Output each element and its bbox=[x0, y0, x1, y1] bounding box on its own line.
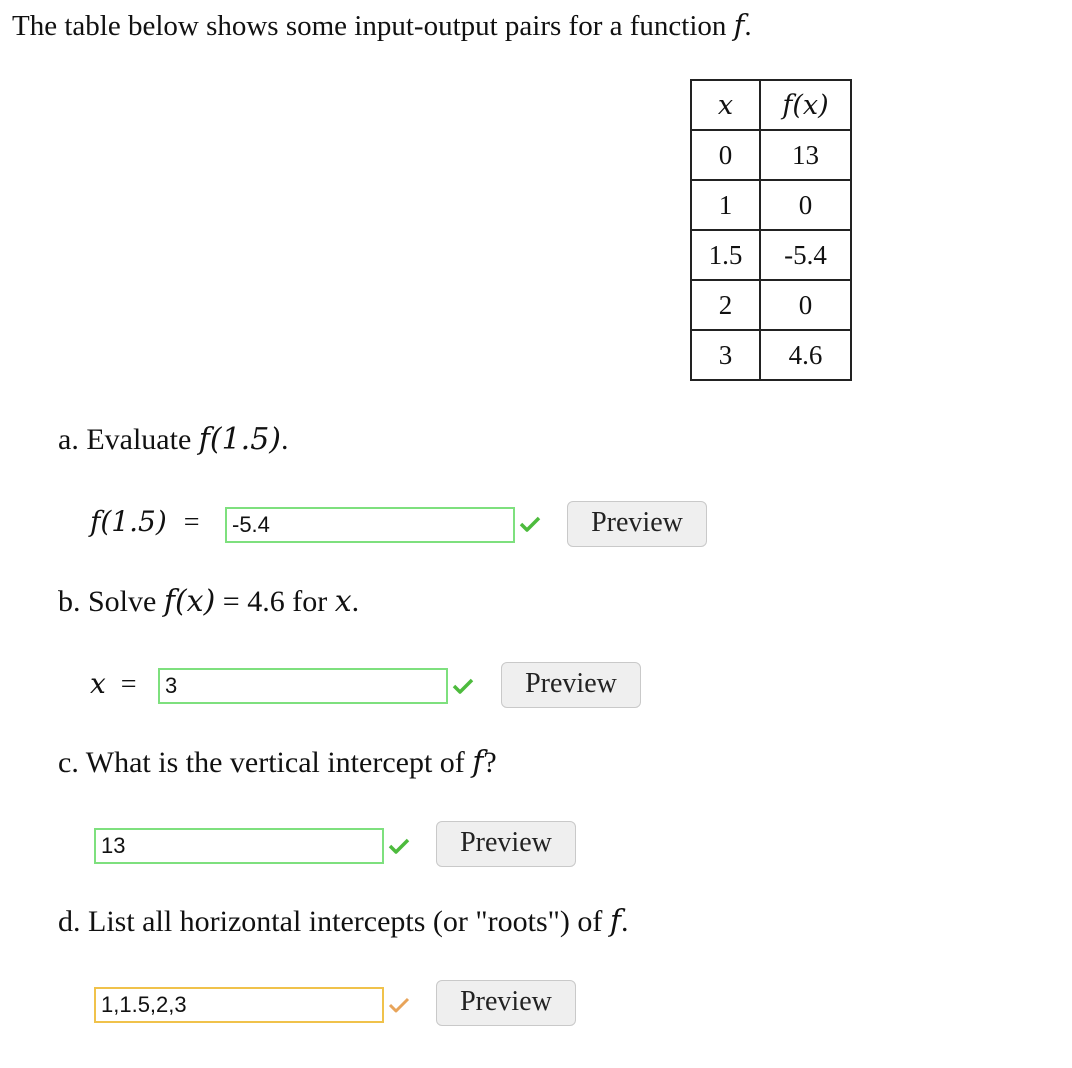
table-row bbox=[691, 330, 851, 380]
table-cell-x: 0 bbox=[691, 130, 760, 180]
table-cell-fx: 0 bbox=[760, 280, 851, 330]
table-cell-fx: 0 bbox=[760, 180, 851, 230]
answer-b-input[interactable]: 3 bbox=[158, 668, 448, 704]
answer-b-label: x = bbox=[90, 667, 137, 700]
table-row bbox=[691, 230, 851, 280]
question-d-prompt: d. List all horizontal intercepts (or "roots") of f. bbox=[58, 904, 629, 939]
table-cell-x: 3 bbox=[691, 330, 760, 380]
table-row bbox=[691, 280, 851, 330]
check-icon bbox=[388, 838, 410, 854]
table-header-fx: f(x) bbox=[760, 80, 851, 130]
preview-button-a[interactable]: Preview bbox=[567, 501, 707, 547]
intro-text: The table below shows some input-output pairs for a function f. bbox=[12, 8, 752, 42]
partial-check-icon bbox=[388, 997, 410, 1013]
table-cell-x: 1.5 bbox=[691, 230, 760, 280]
table-cell-x: 2 bbox=[691, 280, 760, 330]
check-icon bbox=[452, 678, 474, 694]
preview-button-d[interactable]: Preview bbox=[436, 980, 576, 1026]
preview-button-b[interactable]: Preview bbox=[501, 662, 641, 708]
table-row bbox=[691, 180, 851, 230]
preview-button-c[interactable]: Preview bbox=[436, 821, 576, 867]
function-table bbox=[690, 79, 852, 381]
table-header-x: x bbox=[691, 80, 760, 130]
question-b-prompt: b. Solve f(x) = 4.6 for x. bbox=[58, 584, 360, 619]
table-header-row bbox=[691, 80, 851, 130]
answer-c-input[interactable]: 13 bbox=[94, 828, 384, 864]
question-c-prompt: c. What is the vertical intercept of f? bbox=[58, 745, 497, 780]
function-symbol: f bbox=[733, 8, 745, 42]
question-a-prompt: a. Evaluate f(1.5). bbox=[58, 422, 289, 457]
table-row bbox=[691, 130, 851, 180]
table-cell-fx: 4.6 bbox=[760, 330, 851, 380]
table-cell-x: 1 bbox=[691, 180, 760, 230]
answer-d-input[interactable]: 1,1.5,2,3 bbox=[94, 987, 384, 1023]
table-cell-fx: 13 bbox=[760, 130, 851, 180]
answer-a-input[interactable]: -5.4 bbox=[225, 507, 515, 543]
answer-a-label: f(1.5) = bbox=[90, 505, 200, 538]
check-icon bbox=[519, 516, 541, 532]
table-cell-fx: -5.4 bbox=[760, 230, 851, 280]
